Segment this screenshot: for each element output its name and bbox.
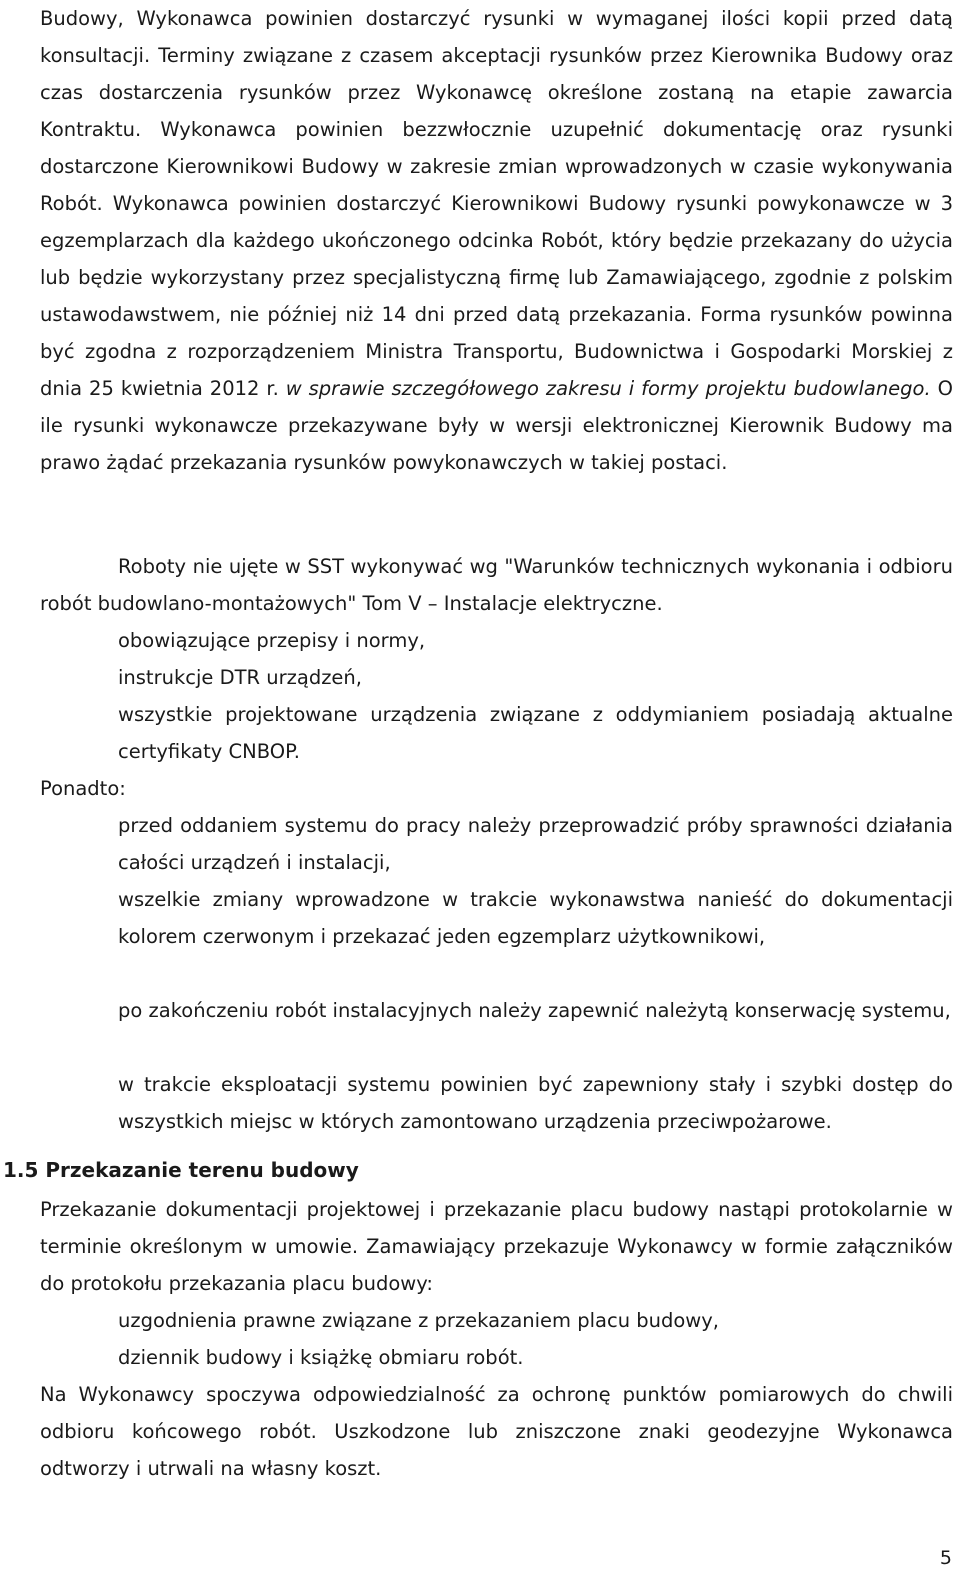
list-item: uzgodnienia prawne związane z przekazaniem placu budowy,: [118, 1309, 719, 1332]
section-heading: 1.5 Przekazanie terenu budowy: [3, 1158, 359, 1182]
paragraph-drawings: [40, 0, 953, 481]
list-item: w trakcie eksploatacji systemu powinien być zapewniony stały i szybki dostęp do wszystkich miejsc w których zamontowano urządzenia przeciwpożarowe.: [118, 1073, 953, 1133]
paragraph-site-handover: Przekazanie dokumentacji projektowej i przekazanie placu budowy nastąpi protokolarnie w terminie określonym w umowie. Zamawiający przekazuje Wykonawcy w formie załączników do protokołu przekazania placu budowy:: [40, 1198, 953, 1295]
list-item: dziennik budowy i książkę obmiaru robót.: [118, 1346, 524, 1369]
list-item: obowiązujące przepisy i normy,: [118, 629, 426, 652]
paragraph-drawings-text-a: Budowy, Wykonawca powinien dostarczyć rysunki w wymaganej ilości kopii przed datą konsultacji. Terminy związane z czasem akceptacji rysunków przez Kierownika Budowy oraz czas dostarczenia rysunków przez Wykonawcę określone zostaną na etapie zawarcia Kontraktu. Wykonawca powinien bezzwłocznie uzupełnić dokumentację oraz rysunki dostarczone Kierownikowi Budowy w zakresie zmian wprowadzonych w czasie wykonywania Robót. Wykonawca powinien dostarczyć Kierownikowi Budowy rysunki powykonawcze w 3 egzemplarzach dla każdego ukończonego odcinka Robót, który będzie przekazany do użycia lub będzie wykorzystany przez specjalistyczną firmę lub Zamawiającego, zgodnie z polskim ustawodawstwem, nie później niż 14 dni przed datą przekazania. Forma rysunków powinna być zgodna z rozporządzeniem Ministra Transportu, Budownictwa i Gospodarki Morskiej z dnia 25 kwietnia 2012 r.: [40, 7, 953, 400]
paragraph-drawings-text-b: O ile rysunki wykonawcze przekazywane były w wersji elektronicznej Kierownik Budowy ma prawo żądać przekazania rysunków powykonawczych w takiej postaci.: [40, 377, 953, 474]
list-item: wszystkie projektowane urządzenia związane z oddymianiem posiadają aktualne certyfikaty CNBOP.: [118, 703, 953, 763]
list-item: wszelkie zmiany wprowadzone w trakcie wykonawstwa nanieść do dokumentacji kolorem czerwonym i przekazać jeden egzemplarz użytkownikowi,: [118, 888, 953, 948]
ponadto-label: Ponadto:: [40, 777, 126, 800]
paragraph-drawings-italic-text: w sprawie szczegółowego zakresu i formy projektu budowlanego.: [285, 377, 931, 400]
page-number: 5: [939, 1547, 952, 1569]
list-item: po zakończeniu robót instalacyjnych należy zapewnić należytą konserwację systemu,: [118, 999, 951, 1022]
paragraph-sst-works: Roboty nie ujęte w SST wykonywać wg "Warunków technicznych wykonania i odbioru robót budowlano-montażowych" Tom V – Instalacje elektryczne.: [40, 555, 953, 615]
list-item: instrukcje DTR urządzeń,: [118, 666, 362, 689]
list-item: przed oddaniem systemu do pracy należy przeprowadzić próby sprawności działania całości urządzeń i instalacji,: [118, 814, 953, 874]
paragraph-survey-points: Na Wykonawcy spoczywa odpowiedzialność za ochronę punktów pomiarowych do chwili odbioru końcowego robót. Uszkodzone lub zniszczone znaki geodezyjne Wykonawca odtworzy i utrwali na własny koszt.: [40, 1383, 953, 1480]
